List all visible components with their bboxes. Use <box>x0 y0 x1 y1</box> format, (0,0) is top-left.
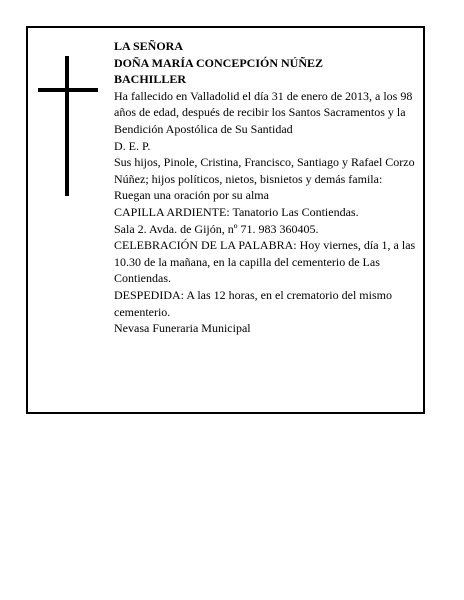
heading-line-3: BACHILLER <box>114 72 187 87</box>
family-text: Sus hijos, Pinole, Cristina, Francisco, Santiago y Rafael Corzo Núñez; hijos políticos, nietos, bisnietos y demás famila: <box>114 155 415 186</box>
heading-line-2: DOÑA MARÍA CONCEPCIÓN NÚÑEZ <box>114 55 324 70</box>
celebration-text: CELEBRACIÓN DE LA PALABRA: Hoy viernes, día 1, a las 10.30 de la mañana, en la capilla del cementerio de Las Contiendas. <box>114 238 416 286</box>
notice-body <box>114 38 418 337</box>
death-announcement: Ha fallecido en Valladolid el día 31 de enero de 2013, a los 98 años de edad, después de recibir los Santos Sacramentos y la Bendición Apostólica de Su Santidad <box>114 88 413 136</box>
chapel-line-2: Sala 2. Avda. de Gijón, nº 71. 983 360405. <box>114 221 319 236</box>
cross-icon <box>38 56 98 196</box>
cross-vertical-bar <box>65 56 69 196</box>
farewell-text: DESPEDIDA: A las 12 horas, en el crematorio del mismo cementerio. <box>114 287 392 319</box>
heading-line-1: LA SEÑORA <box>114 39 184 53</box>
chapel-line-1: CAPILLA ARDIENTE: Tanatorio Las Contiendas. <box>114 204 359 219</box>
prayer-text: Ruegan una oración por su alma <box>114 188 269 203</box>
rip-text: D. E. P. <box>114 138 151 153</box>
funeral-home: Nevasa Funeraria Municipal <box>114 321 251 336</box>
cross-horizontal-bar <box>38 88 98 92</box>
